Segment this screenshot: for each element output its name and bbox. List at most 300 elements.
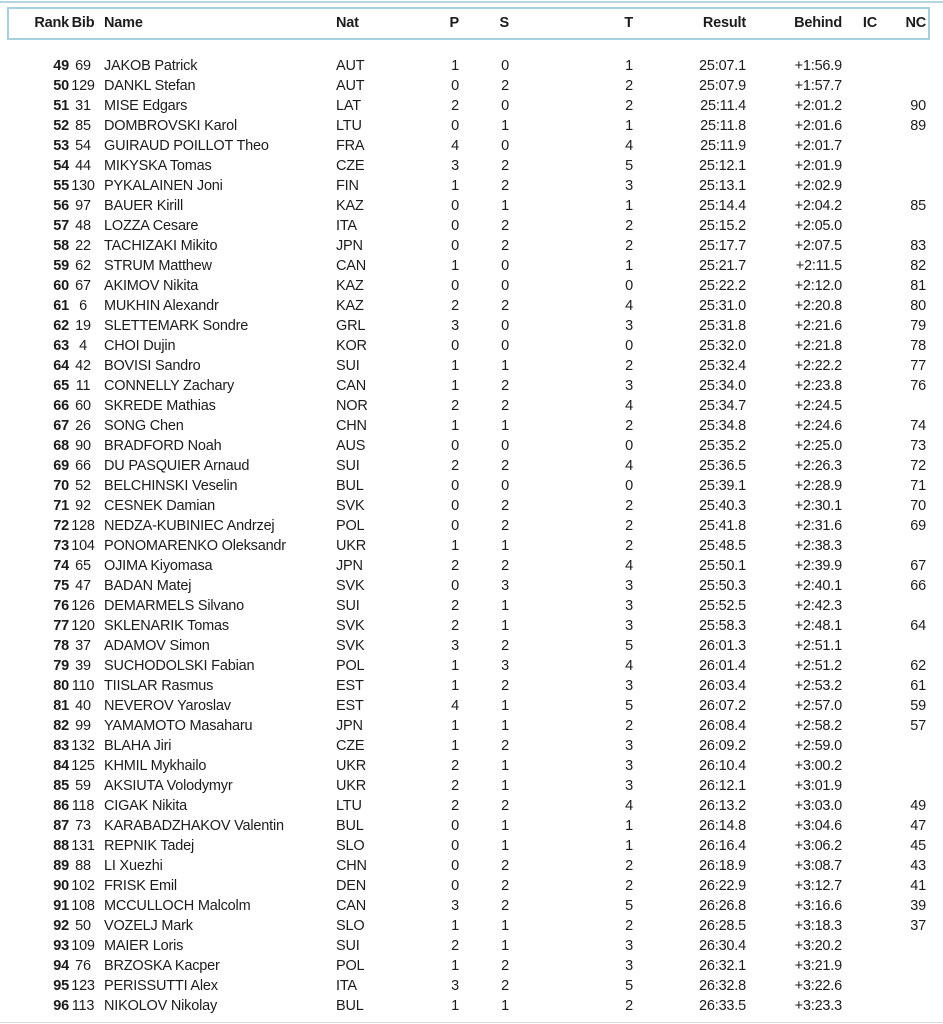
- rank-cell: 53: [53, 138, 69, 154]
- rank-cell: 64: [53, 358, 69, 374]
- nation-cell: KAZ: [336, 298, 364, 314]
- nc-cell: [880, 996, 929, 1016]
- result-cell: 25:12.1: [699, 158, 746, 174]
- standing-cell: 1: [501, 998, 509, 1014]
- bib-cell: 76: [75, 958, 91, 974]
- column-header-behind: Behind: [794, 15, 842, 31]
- ic-cell: [844, 816, 880, 836]
- table-row: [9, 76, 929, 96]
- bib-cell: 59: [75, 778, 91, 794]
- behind-cell: +2:28.9: [794, 478, 842, 494]
- bib-cell: 102: [71, 878, 95, 894]
- ic-cell: [844, 556, 880, 576]
- name-cell: ADAMOV Simon: [104, 638, 210, 654]
- table-row: [9, 376, 929, 396]
- name-cell: BOVISI Sandro: [104, 358, 201, 374]
- name-cell: TACHIZAKI Mikito: [104, 238, 218, 254]
- standing-cell: 2: [501, 158, 509, 174]
- result-cell: 26:28.5: [699, 918, 746, 934]
- table-row: [9, 596, 929, 616]
- table-row: [9, 536, 929, 556]
- nation-cell: LAT: [336, 98, 361, 114]
- total-cell: 2: [625, 538, 633, 554]
- name-cell: KARABADZHAKOV Valentin: [104, 818, 284, 834]
- name-cell: TIISLAR Rasmus: [104, 678, 214, 694]
- bib-cell: 85: [75, 118, 91, 134]
- nc-cell: [880, 596, 929, 616]
- total-cell: 3: [625, 578, 633, 594]
- prone-cell: 0: [451, 198, 459, 214]
- table-row: [9, 576, 929, 596]
- prone-cell: 1: [451, 998, 459, 1014]
- result-cell: 25:40.3: [699, 498, 746, 514]
- behind-cell: +2:22.2: [794, 358, 842, 374]
- behind-cell: +2:30.1: [794, 498, 842, 514]
- rank-cell: 72: [53, 518, 69, 534]
- rank-cell: 50: [53, 78, 69, 94]
- table-row: [9, 236, 929, 256]
- behind-cell: +3:12.7: [794, 878, 842, 894]
- nation-cell: KAZ: [336, 278, 364, 294]
- result-cell: 25:32.0: [699, 338, 746, 354]
- result-cell: 25:31.0: [699, 298, 746, 314]
- result-cell: 26:08.4: [699, 718, 746, 734]
- nc-cell: 43: [910, 858, 926, 874]
- nation-cell: JPN: [336, 718, 363, 734]
- name-cell: MUKHIN Alexandr: [104, 298, 219, 314]
- total-cell: 5: [625, 978, 633, 994]
- name-cell: BRZOSKA Kacper: [104, 958, 220, 974]
- standing-cell: 1: [501, 778, 509, 794]
- bib-cell: 97: [75, 198, 91, 214]
- table-row: [9, 776, 929, 796]
- rank-cell: 71: [53, 498, 69, 514]
- result-cell: 25:11.4: [700, 98, 746, 114]
- name-cell: NEDZA-KUBINIEC Andrzej: [104, 518, 275, 534]
- nation-cell: BUL: [336, 998, 364, 1014]
- ic-cell: [844, 236, 880, 256]
- bib-cell: 104: [71, 538, 95, 554]
- nc-cell: [880, 756, 929, 776]
- ic-cell: [844, 196, 880, 216]
- nc-cell: 80: [910, 298, 926, 314]
- bib-cell: 50: [75, 918, 91, 934]
- rank-cell: 75: [53, 578, 69, 594]
- total-cell: 1: [625, 58, 633, 74]
- rank-cell: 76: [53, 598, 69, 614]
- bib-cell: 54: [75, 138, 91, 154]
- nation-cell: SVK: [336, 498, 365, 514]
- table-row: [9, 676, 929, 696]
- nation-cell: GRL: [336, 318, 366, 334]
- table-row: [9, 816, 929, 836]
- nation-cell: SUI: [336, 598, 360, 614]
- bib-cell: 37: [75, 638, 91, 654]
- table-row: [9, 316, 929, 336]
- standing-cell: 1: [501, 758, 509, 774]
- total-cell: 2: [625, 98, 633, 114]
- name-cell: LI Xuezhi: [104, 858, 163, 874]
- table-row: [9, 876, 929, 896]
- prone-cell: 4: [451, 138, 459, 154]
- name-cell: SKLENARIK Tomas: [104, 618, 229, 634]
- nation-cell: POL: [336, 958, 365, 974]
- ic-cell: [844, 316, 880, 336]
- nc-cell: [880, 216, 929, 236]
- ic-cell: [844, 296, 880, 316]
- standing-cell: 2: [501, 858, 509, 874]
- bib-cell: 109: [71, 938, 95, 954]
- nc-cell: [880, 776, 929, 796]
- name-cell: LOZZA Cesare: [104, 218, 199, 234]
- total-cell: 4: [625, 298, 633, 314]
- result-cell: 25:21.7: [699, 258, 746, 274]
- nation-cell: SUI: [336, 358, 360, 374]
- table-row: [9, 956, 929, 976]
- bib-cell: 126: [71, 598, 95, 614]
- standing-cell: 0: [501, 318, 509, 334]
- bib-cell: 39: [75, 658, 91, 674]
- bib-cell: 130: [71, 178, 95, 194]
- rank-cell: 92: [53, 918, 69, 934]
- bib-cell: 66: [75, 458, 91, 474]
- table-row: [9, 656, 929, 676]
- prone-cell: 2: [451, 618, 459, 634]
- name-cell: MAIER Loris: [104, 938, 184, 954]
- total-cell: 2: [625, 878, 633, 894]
- name-cell: PYKALAINEN Joni: [104, 178, 223, 194]
- total-cell: 2: [625, 358, 633, 374]
- name-cell: PERISSUTTI Alex: [104, 978, 218, 994]
- rank-cell: 49: [53, 58, 69, 74]
- name-cell: CIGAK Nikita: [104, 798, 188, 814]
- prone-cell: 0: [451, 858, 459, 874]
- result-cell: 26:13.2: [699, 798, 746, 814]
- total-cell: 4: [625, 398, 633, 414]
- bib-cell: 42: [75, 358, 91, 374]
- standing-cell: 1: [501, 718, 509, 734]
- nc-cell: [880, 56, 929, 76]
- prone-cell: 0: [451, 238, 459, 254]
- nation-cell: CAN: [336, 898, 367, 914]
- standing-cell: 1: [501, 618, 509, 634]
- ic-cell: [844, 636, 880, 656]
- total-cell: 3: [625, 938, 633, 954]
- bib-cell: 47: [75, 578, 91, 594]
- ic-cell: [844, 776, 880, 796]
- result-cell: 25:35.2: [699, 438, 746, 454]
- table-row: [9, 976, 929, 996]
- behind-cell: +2:12.0: [794, 278, 842, 294]
- behind-cell: +2:57.0: [794, 698, 842, 714]
- bib-cell: 65: [75, 558, 91, 574]
- total-cell: 0: [625, 438, 633, 454]
- rank-cell: 62: [53, 318, 69, 334]
- nc-cell: [880, 76, 929, 96]
- behind-cell: +3:00.2: [794, 758, 842, 774]
- standing-cell: 0: [501, 278, 509, 294]
- standing-cell: 0: [501, 58, 509, 74]
- standing-cell: 1: [501, 118, 509, 134]
- nc-cell: [880, 956, 929, 976]
- table-row: [9, 496, 929, 516]
- standing-cell: 2: [501, 378, 509, 394]
- bib-cell: 69: [75, 58, 91, 74]
- rank-cell: 74: [53, 558, 69, 574]
- ic-cell: [844, 96, 880, 116]
- behind-cell: +2:01.2: [794, 98, 842, 114]
- result-cell: 25:07.9: [699, 78, 746, 94]
- result-cell: 25:48.5: [699, 538, 746, 554]
- name-cell: SLETTEMARK Sondre: [104, 318, 249, 334]
- bib-cell: 19: [75, 318, 91, 334]
- nc-cell: 72: [910, 458, 926, 474]
- standing-cell: 0: [501, 438, 509, 454]
- standing-cell: 2: [501, 878, 509, 894]
- nc-cell: [880, 156, 929, 176]
- bib-cell: 125: [71, 758, 95, 774]
- nation-cell: FRA: [336, 138, 365, 154]
- table-row: [9, 796, 929, 816]
- standing-cell: 3: [501, 578, 509, 594]
- table-row: [9, 476, 929, 496]
- prone-cell: 1: [451, 958, 459, 974]
- standing-cell: 2: [501, 558, 509, 574]
- column-header-ic: IC: [862, 15, 877, 31]
- total-cell: 3: [625, 738, 633, 754]
- result-cell: 25:13.1: [699, 178, 746, 194]
- behind-cell: +2:01.7: [794, 138, 842, 154]
- rank-cell: 79: [53, 658, 69, 674]
- nation-cell: CHN: [336, 858, 367, 874]
- total-cell: 5: [625, 638, 633, 654]
- result-cell: 25:34.0: [699, 378, 746, 394]
- standing-cell: 2: [501, 798, 509, 814]
- total-cell: 4: [625, 458, 633, 474]
- rank-cell: 85: [53, 778, 69, 794]
- standing-cell: 1: [501, 198, 509, 214]
- nation-cell: NOR: [336, 398, 368, 414]
- result-cell: 26:12.1: [699, 778, 746, 794]
- nc-cell: 82: [910, 258, 926, 274]
- ic-cell: [844, 156, 880, 176]
- result-cell: 25:50.3: [699, 578, 746, 594]
- behind-cell: +2:21.6: [794, 318, 842, 334]
- standing-cell: 1: [501, 358, 509, 374]
- table-header-row: [9, 9, 928, 38]
- rank-cell: 68: [53, 438, 69, 454]
- ic-cell: [844, 176, 880, 196]
- table-row: [9, 936, 929, 956]
- table-row: [9, 396, 929, 416]
- standing-cell: 2: [501, 78, 509, 94]
- behind-cell: +3:08.7: [794, 858, 842, 874]
- ic-cell: [844, 976, 880, 996]
- bib-cell: 132: [71, 738, 95, 754]
- total-cell: 5: [625, 698, 633, 714]
- rank-cell: 86: [53, 798, 69, 814]
- nation-cell: CHN: [336, 418, 367, 434]
- nation-cell: FIN: [336, 178, 359, 194]
- name-cell: SUCHODOLSKI Fabian: [104, 658, 255, 674]
- rank-cell: 63: [53, 338, 69, 354]
- behind-cell: +2:53.2: [794, 678, 842, 694]
- nc-cell: [880, 976, 929, 996]
- nation-cell: UKR: [336, 538, 367, 554]
- nation-cell: EST: [336, 678, 364, 694]
- standing-cell: 1: [501, 418, 509, 434]
- name-cell: NIKOLOV Nikolay: [104, 998, 218, 1014]
- result-cell: 26:22.9: [699, 878, 746, 894]
- prone-cell: 0: [451, 218, 459, 234]
- ic-cell: [844, 216, 880, 236]
- prone-cell: 2: [451, 938, 459, 954]
- ic-cell: [844, 916, 880, 936]
- prone-cell: 1: [451, 358, 459, 374]
- standing-cell: 1: [501, 818, 509, 834]
- behind-cell: +2:39.9: [794, 558, 842, 574]
- table-row: [9, 296, 929, 316]
- table-row: [9, 256, 929, 276]
- total-cell: 3: [625, 958, 633, 974]
- prone-cell: 0: [451, 498, 459, 514]
- name-cell: DEMARMELS Silvano: [104, 598, 245, 614]
- prone-cell: 0: [451, 578, 459, 594]
- behind-cell: +2:58.2: [794, 718, 842, 734]
- nation-cell: SVK: [336, 638, 365, 654]
- bib-cell: 26: [75, 418, 91, 434]
- table-row: [9, 896, 929, 916]
- name-cell: JAKOB Patrick: [104, 58, 198, 74]
- name-cell: STRUM Matthew: [104, 258, 212, 274]
- bib-cell: 88: [75, 858, 91, 874]
- table-row: [9, 716, 929, 736]
- result-cell: 26:32.8: [699, 978, 746, 994]
- bib-cell: 123: [71, 978, 95, 994]
- name-cell: OJIMA Kiyomasa: [104, 558, 213, 574]
- result-cell: 26:01.3: [699, 638, 746, 654]
- ic-cell: [844, 856, 880, 876]
- prone-cell: 1: [451, 658, 459, 674]
- bib-cell: 120: [71, 618, 95, 634]
- nc-cell: 71: [910, 478, 926, 494]
- nc-cell: 70: [910, 498, 926, 514]
- rank-cell: 77: [53, 618, 69, 634]
- prone-cell: 0: [451, 438, 459, 454]
- prone-cell: 2: [451, 98, 459, 114]
- bib-cell: 90: [75, 438, 91, 454]
- nc-cell: 64: [910, 618, 926, 634]
- standing-cell: 2: [501, 218, 509, 234]
- behind-cell: +2:51.2: [794, 658, 842, 674]
- ic-cell: [844, 116, 880, 136]
- prone-cell: 3: [451, 898, 459, 914]
- nc-cell: [880, 396, 929, 416]
- rank-cell: 93: [53, 938, 69, 954]
- result-cell: 26:07.2: [699, 698, 746, 714]
- nation-cell: SVK: [336, 618, 365, 634]
- nc-cell: 79: [910, 318, 926, 334]
- total-cell: 5: [625, 898, 633, 914]
- total-cell: 3: [625, 378, 633, 394]
- table-row: [9, 556, 929, 576]
- column-header-prone: P: [449, 15, 459, 31]
- column-header-standing: S: [499, 15, 509, 31]
- behind-cell: +2:11.5: [795, 258, 842, 274]
- result-cell: 26:26.8: [699, 898, 746, 914]
- result-cell: 25:36.5: [699, 458, 746, 474]
- name-cell: MCCULLOCH Malcolm: [104, 898, 251, 914]
- bib-cell: 31: [75, 98, 91, 114]
- nc-cell: 57: [910, 718, 926, 734]
- name-cell: CONNELLY Zachary: [104, 378, 235, 394]
- name-cell: NEVEROV Yaroslav: [104, 698, 231, 714]
- behind-cell: +2:01.6: [794, 118, 842, 134]
- behind-cell: +2:20.8: [794, 298, 842, 314]
- standing-cell: 1: [501, 938, 509, 954]
- bib-cell: 108: [71, 898, 95, 914]
- nc-cell: 41: [910, 878, 926, 894]
- total-cell: 0: [625, 338, 633, 354]
- behind-cell: +3:01.9: [794, 778, 842, 794]
- table-row: [9, 516, 929, 536]
- behind-cell: +3:22.6: [794, 978, 842, 994]
- name-cell: DU PASQUIER Arnaud: [104, 458, 250, 474]
- total-cell: 2: [625, 498, 633, 514]
- total-cell: 2: [625, 78, 633, 94]
- nation-cell: SLO: [336, 838, 365, 854]
- result-cell: 25:31.8: [699, 318, 746, 334]
- nation-cell: UKR: [336, 758, 367, 774]
- column-header-total: T: [624, 15, 633, 31]
- nc-cell: 66: [910, 578, 926, 594]
- rank-cell: 95: [53, 978, 69, 994]
- rank-cell: 70: [53, 478, 69, 494]
- ic-cell: [844, 436, 880, 456]
- nc-cell: 85: [910, 198, 926, 214]
- prone-cell: 4: [451, 698, 459, 714]
- bib-cell: 60: [75, 398, 91, 414]
- behind-cell: +2:26.3: [794, 458, 842, 474]
- nation-cell: UKR: [336, 778, 367, 794]
- name-cell: FRISK Emil: [104, 878, 177, 894]
- ic-cell: [844, 936, 880, 956]
- bottom-section-divider: [0, 1022, 943, 1023]
- column-header-rank: Rank: [34, 15, 69, 31]
- result-cell: 26:03.4: [699, 678, 746, 694]
- table-row: [9, 736, 929, 756]
- standing-cell: 2: [501, 978, 509, 994]
- rank-cell: 51: [53, 98, 69, 114]
- standing-cell: 1: [501, 598, 509, 614]
- total-cell: 1: [625, 818, 633, 834]
- bib-cell: 110: [71, 678, 95, 694]
- table-row: [9, 96, 929, 116]
- result-cell: 25:32.4: [699, 358, 746, 374]
- nation-cell: SUI: [336, 458, 360, 474]
- bib-cell: 44: [75, 158, 91, 174]
- nc-cell: 37: [910, 918, 926, 934]
- nc-cell: 76: [910, 378, 926, 394]
- total-cell: 3: [625, 598, 633, 614]
- name-cell: BAUER Kirill: [104, 198, 183, 214]
- bib-cell: 4: [79, 338, 87, 354]
- prone-cell: 1: [451, 258, 459, 274]
- behind-cell: +2:24.5: [794, 398, 842, 414]
- nc-cell: [880, 536, 929, 556]
- name-cell: KHMIL Mykhailo: [104, 758, 207, 774]
- result-cell: 26:30.4: [699, 938, 746, 954]
